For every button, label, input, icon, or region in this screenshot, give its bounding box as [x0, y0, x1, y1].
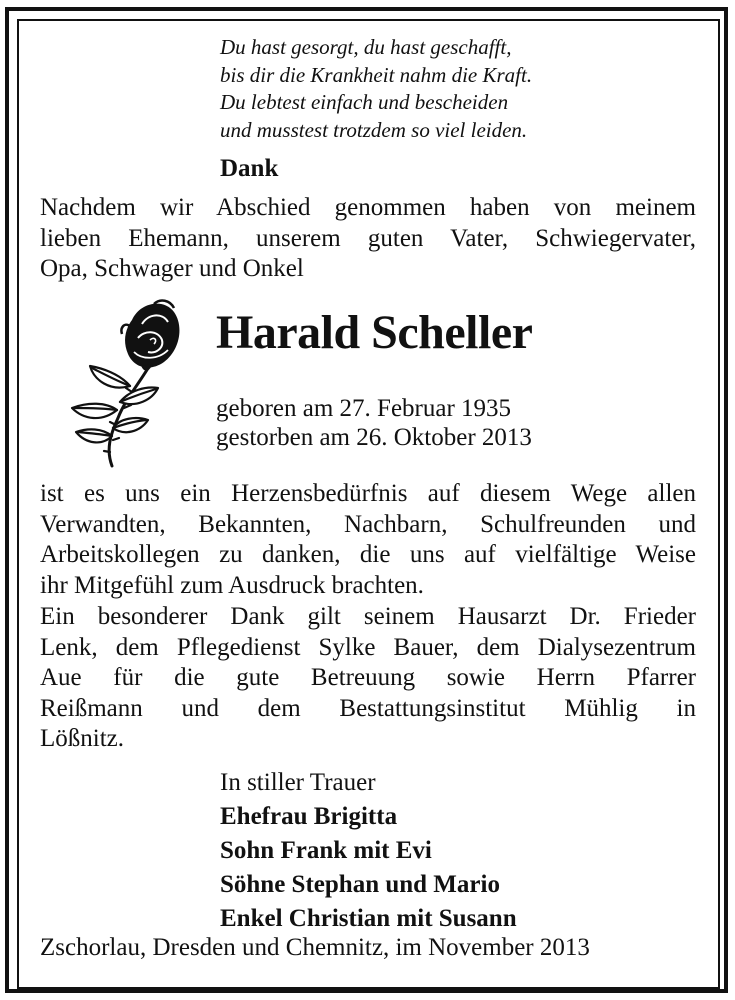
birth-date: geboren am 27. Februar 1935 [216, 395, 512, 422]
body-line: Ein besonderer Dank gilt seinem Hausarzt Dr. Frieder [40, 603, 696, 630]
signature-intro: In stiller Trauer [220, 769, 376, 796]
body-line: Arbeitskollegen zu danken, die uns auf vielfältige Weise [40, 541, 696, 568]
thanks-heading: Dank [220, 155, 279, 182]
rose-icon [50, 290, 185, 470]
deceased-name: Harald Scheller [216, 306, 533, 359]
mourner-name: Ehefrau Brigitta [220, 803, 398, 830]
poem-line: Du hast gesorgt, du hast geschafft, [220, 35, 512, 59]
intro-line: Opa, Schwager und Onkel [40, 255, 304, 282]
body-line: Verwandten, Bekannten, Nachbarn, Schulfreunden und [40, 510, 696, 538]
poem-line: Du lebtest einfach und bescheiden [220, 90, 509, 114]
death-date: gestorben am 26. Oktober 2013 [216, 424, 532, 451]
body-paragraph-1 [40, 479, 696, 601]
body-line: ist es uns ein Herzensbedürfnis auf diesem Wege allen [40, 480, 696, 507]
poem-line: und musstest trotzdem so viel leiden. [220, 117, 528, 142]
body-line: Aue für die gute Betreuung sowie Herrn Pfarrer [40, 664, 696, 691]
body-paragraph-2 [40, 602, 696, 755]
body-line: ihr Mitgefühl zum Ausdruck brachten. [40, 571, 424, 599]
body-line: Reißmann und dem Bestattungsinstitut Mühlig in [40, 694, 696, 722]
closing-line: Zschorlau, Dresden und Chemnitz, im November 2013 [40, 934, 590, 961]
body-line: Lößnitz. [40, 725, 125, 752]
poem [220, 34, 532, 144]
body-line: Lenk, dem Pflegedienst Sylke Bauer, dem Dialysezentrum [40, 633, 696, 661]
signature-block [220, 766, 517, 936]
intro-paragraph [40, 193, 696, 285]
mourner-name: Söhne Stephan und Mario [220, 871, 500, 898]
mourner-name: Enkel Christian mit Susann [220, 905, 517, 932]
mourner-name: Sohn Frank mit Evi [220, 837, 432, 864]
poem-line: bis dir die Krankheit nahm die Kraft. [220, 62, 533, 87]
intro-line: lieben Ehemann, unserem guten Vater, Schwiegervater, [40, 224, 696, 252]
intro-line: Nachdem wir Abschied genommen haben von meinem [40, 194, 696, 221]
life-dates [216, 394, 532, 452]
